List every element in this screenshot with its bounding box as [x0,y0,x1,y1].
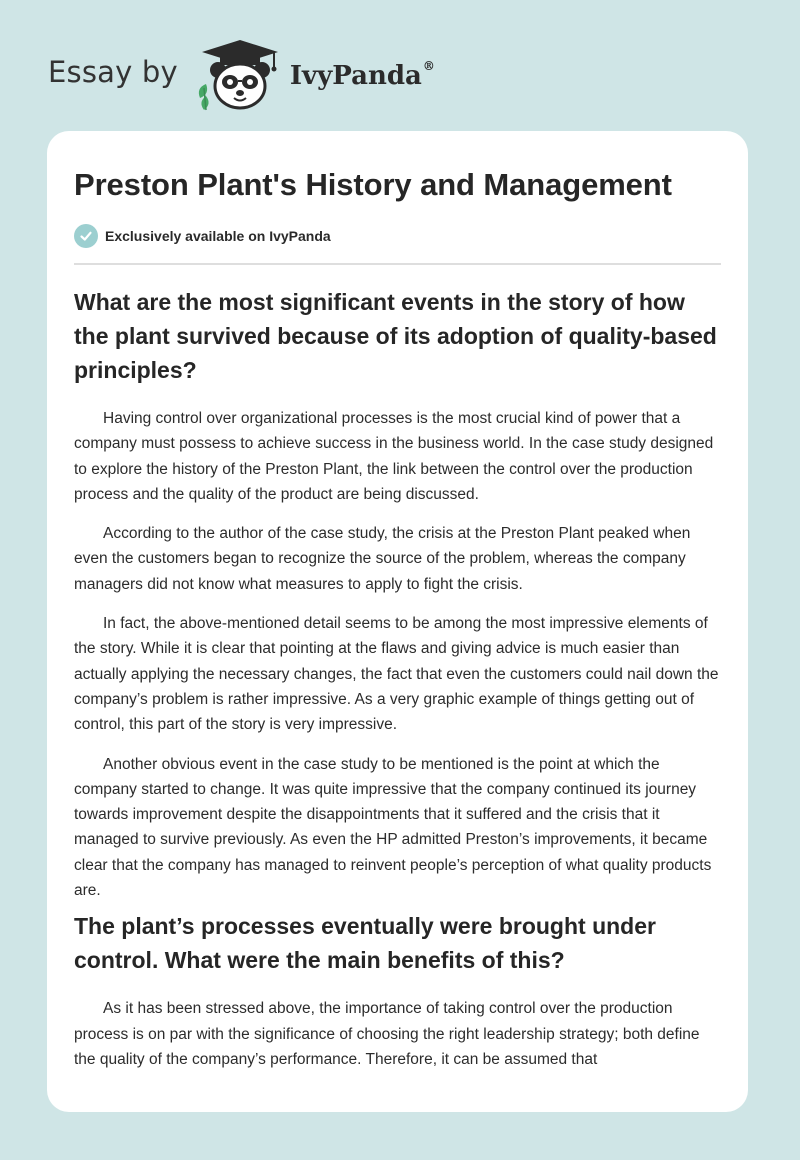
paragraph: Another obvious event in the case study to be mentioned is the point at which the company started to change. It was quite impressive that the company continued its journey towards improvement despite the disappointments that it suffered and the crisis that it managed to survive previously. As even the HP admitted Preston’s improvements, it became clear that the company has managed to reinvent people’s perception of what quality products are. [74,755,712,900]
essay-card [47,131,748,1112]
section-heading: The plant’s processes eventually were brought under control. What were the main benefits of this? [74,913,656,974]
exclusive-label: Exclusively available on IvyPanda [105,228,331,244]
paragraph: According to the author of the case study, the crisis at the Preston Plant peaked when even the customers began to recognize the source of the problem, whereas the company managers did not know what measures to apply to fight the crisis. [74,525,691,593]
paragraph: Having control over organizational processes is the most crucial kind of power that a company must possess to achieve success in the business world. In the case study designed to explore the history of the Preston Plant, the link between the control over the production process and the quality of the product are being discussed. [74,410,714,503]
registered-mark: ® [422,59,435,73]
page-title: Preston Plant's History and Management [74,167,672,202]
site-header [48,34,435,114]
exclusive-badge [74,222,721,250]
panda-graduate-icon[interactable] [194,36,286,112]
divider [74,263,721,265]
paragraph: As it has been stressed above, the importance of taking control over the production process is on par with the significance of choosing the right leadership strategy; both define the quality of the company’s performance. Therefore, it can be assumed that [74,1000,700,1068]
section-heading: What are the most significant events in the story of how the plant survived because of its adoption of quality-based principles? [74,289,717,383]
essay-by-label: Essay by [48,55,178,89]
check-icon [74,224,98,248]
paragraph: In fact, the above-mentioned detail seems to be among the most impressive elements of the story. While it is clear that pointing at the flaws and giving advice is much easier than actually applying the necessary changes, the fact that even the customers could nail down the company’s problem is rather impressive. As a very graphic example of things getting out of control, this part of the story is very impressive. [74,615,719,734]
brand-name[interactable]: IvyPanda® [289,59,435,91]
